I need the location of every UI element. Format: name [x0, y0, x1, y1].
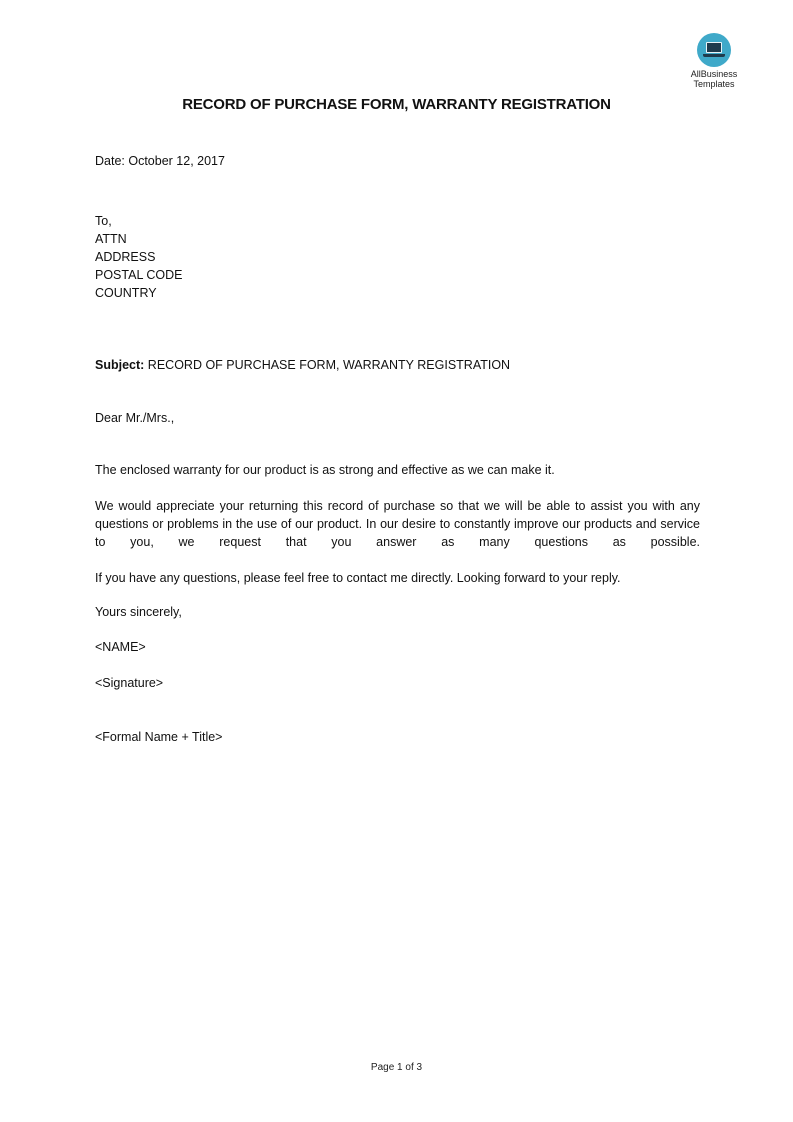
logo-text [672, 69, 756, 89]
sender-signature: <Signature> [95, 676, 164, 690]
document-title: RECORD OF PURCHASE FORM, WARRANTY REGISTRATION [182, 96, 611, 113]
page-number: Page 1 of 3 [370, 1062, 423, 1073]
sender-name: <NAME> [95, 640, 146, 654]
logo-line-1: AllBusiness [690, 69, 738, 79]
address-attn: ATTN [95, 232, 127, 246]
address-country: COUNTRY [95, 286, 157, 300]
brand-logo [672, 33, 756, 89]
address-line: ADDRESS [95, 250, 156, 264]
subject-line [95, 356, 700, 374]
laptop-icon [697, 33, 731, 67]
address-to: To, [95, 214, 112, 228]
address-postal-code: POSTAL CODE [95, 268, 183, 282]
closing: Yours sincerely, [95, 605, 182, 619]
recipient-address [95, 212, 700, 302]
logo-line-2: Templates [693, 79, 735, 89]
paragraph-3: If you have any questions, please feel free to contact me directly. Looking forward to your reply. [95, 571, 621, 585]
paragraph-1: The enclosed warranty for our product is as strong and effective as we can make it. [95, 463, 555, 477]
subject-label: Subject: [95, 358, 145, 372]
paragraph-2: We would appreciate your returning this record of purchase so that we will be able to assist you with any questions or problems in the use of our product. In our desire to constantly improve our products and service to you, we request that you answer as many questions as possible. [95, 499, 700, 549]
greeting: Dear Mr./Mrs., [95, 411, 175, 425]
letter-date: Date: October 12, 2017 [95, 154, 225, 168]
sender-formal-name: <Formal Name + Title> [95, 730, 223, 744]
subject-text: RECORD OF PURCHASE FORM, WARRANTY REGISTRATION [147, 358, 511, 372]
